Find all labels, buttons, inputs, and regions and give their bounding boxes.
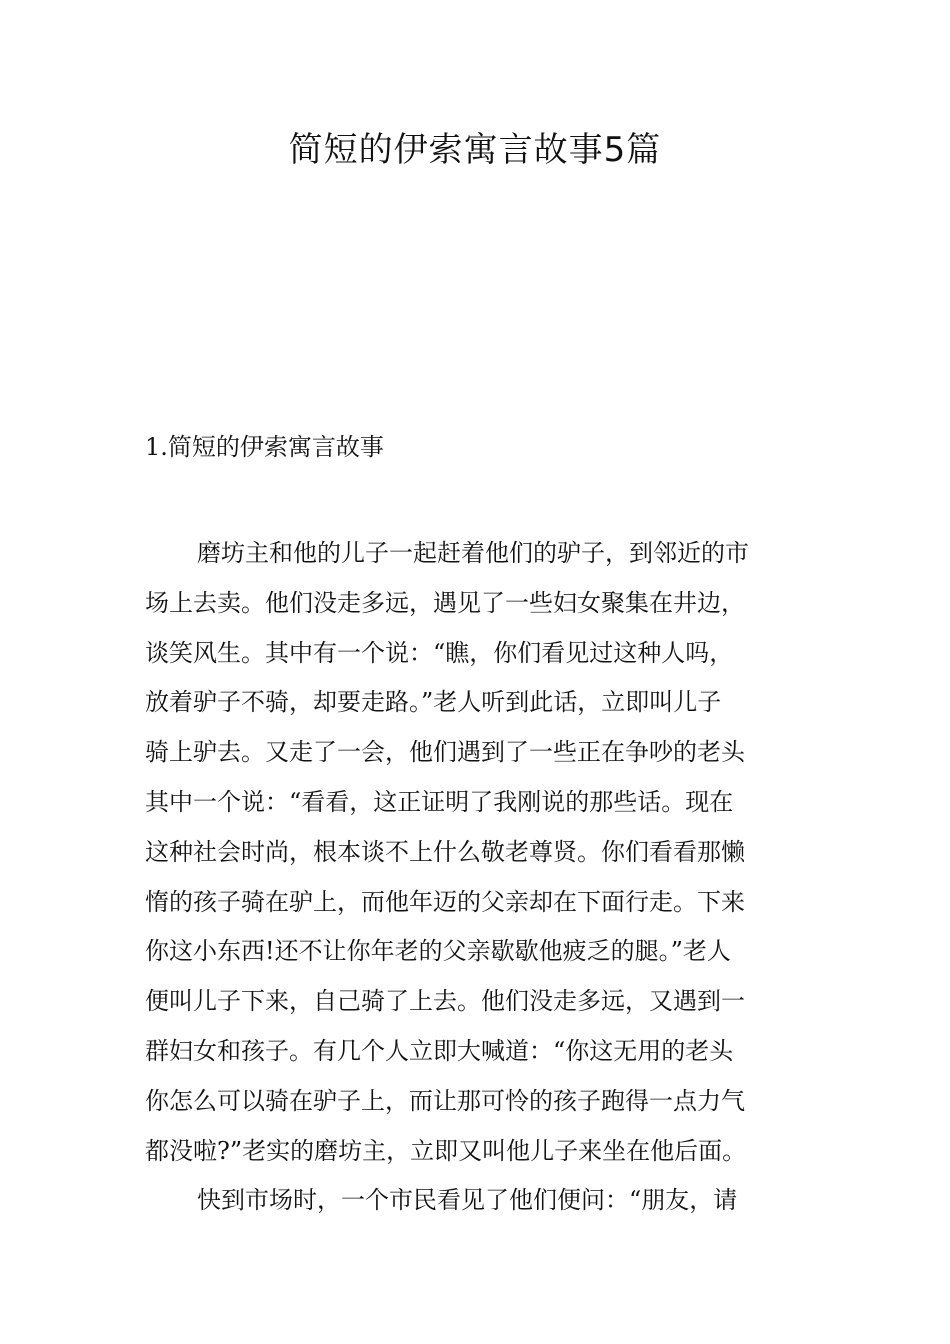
paragraph-line: 场上去卖。他们没走多远，遇见了一些妇女聚集在井边， — [145, 588, 745, 617]
paragraph-line: 惰的孩子骑在驴上，而他年迈的父亲却在下面行走。下来 — [145, 887, 745, 916]
story-body — [145, 529, 807, 1226]
paragraph-line: 都没啦?”老实的磨坊主，立即又叫他儿子来坐在他后面。 — [145, 1136, 747, 1165]
paragraph-line: 群妇女和孩子。有几个人立即大喊道：“你这无用的老头 — [145, 1036, 734, 1065]
paragraph-line: 快到市场时，一个市民看见了他们便问：“朋友，请 — [197, 1186, 738, 1215]
section-heading: 1.简短的伊索寓言故事 — [145, 433, 384, 461]
paragraph-line: 谈笑风生。其中有一个说：“瞧，你们看见过这种人吗， — [145, 638, 734, 667]
paragraph-line: 你这小东西!还不让你年老的父亲歇歇他疲乏的腿。”老人 — [145, 937, 731, 966]
paragraph-line: 你怎么可以骑在驴子上，而让那可怜的孩子跑得一点力气 — [145, 1086, 745, 1115]
paragraph-line: 磨坊主和他的儿子一起赶着他们的驴子，到邻近的市 — [197, 539, 749, 567]
paragraph-line: 骑上驴去。又走了一会，他们遇到了一些正在争吵的老头 — [145, 738, 745, 767]
paragraph-line: 放着驴子不骑，却要走路。”老人听到此话，立即叫儿子 — [145, 688, 722, 717]
paragraph-line: 这种社会时尚，根本谈不上什么敬老尊贤。你们看看那懒 — [145, 837, 745, 866]
paragraph-line: 其中一个说：“看看，这正证明了我刚说的那些话。现在 — [145, 787, 734, 816]
document-title: 简短的伊索寓言故事5篇 — [288, 130, 662, 170]
paragraph-line: 便叫儿子下来，自己骑了上去。他们没走多远，又遇到一 — [145, 987, 745, 1016]
